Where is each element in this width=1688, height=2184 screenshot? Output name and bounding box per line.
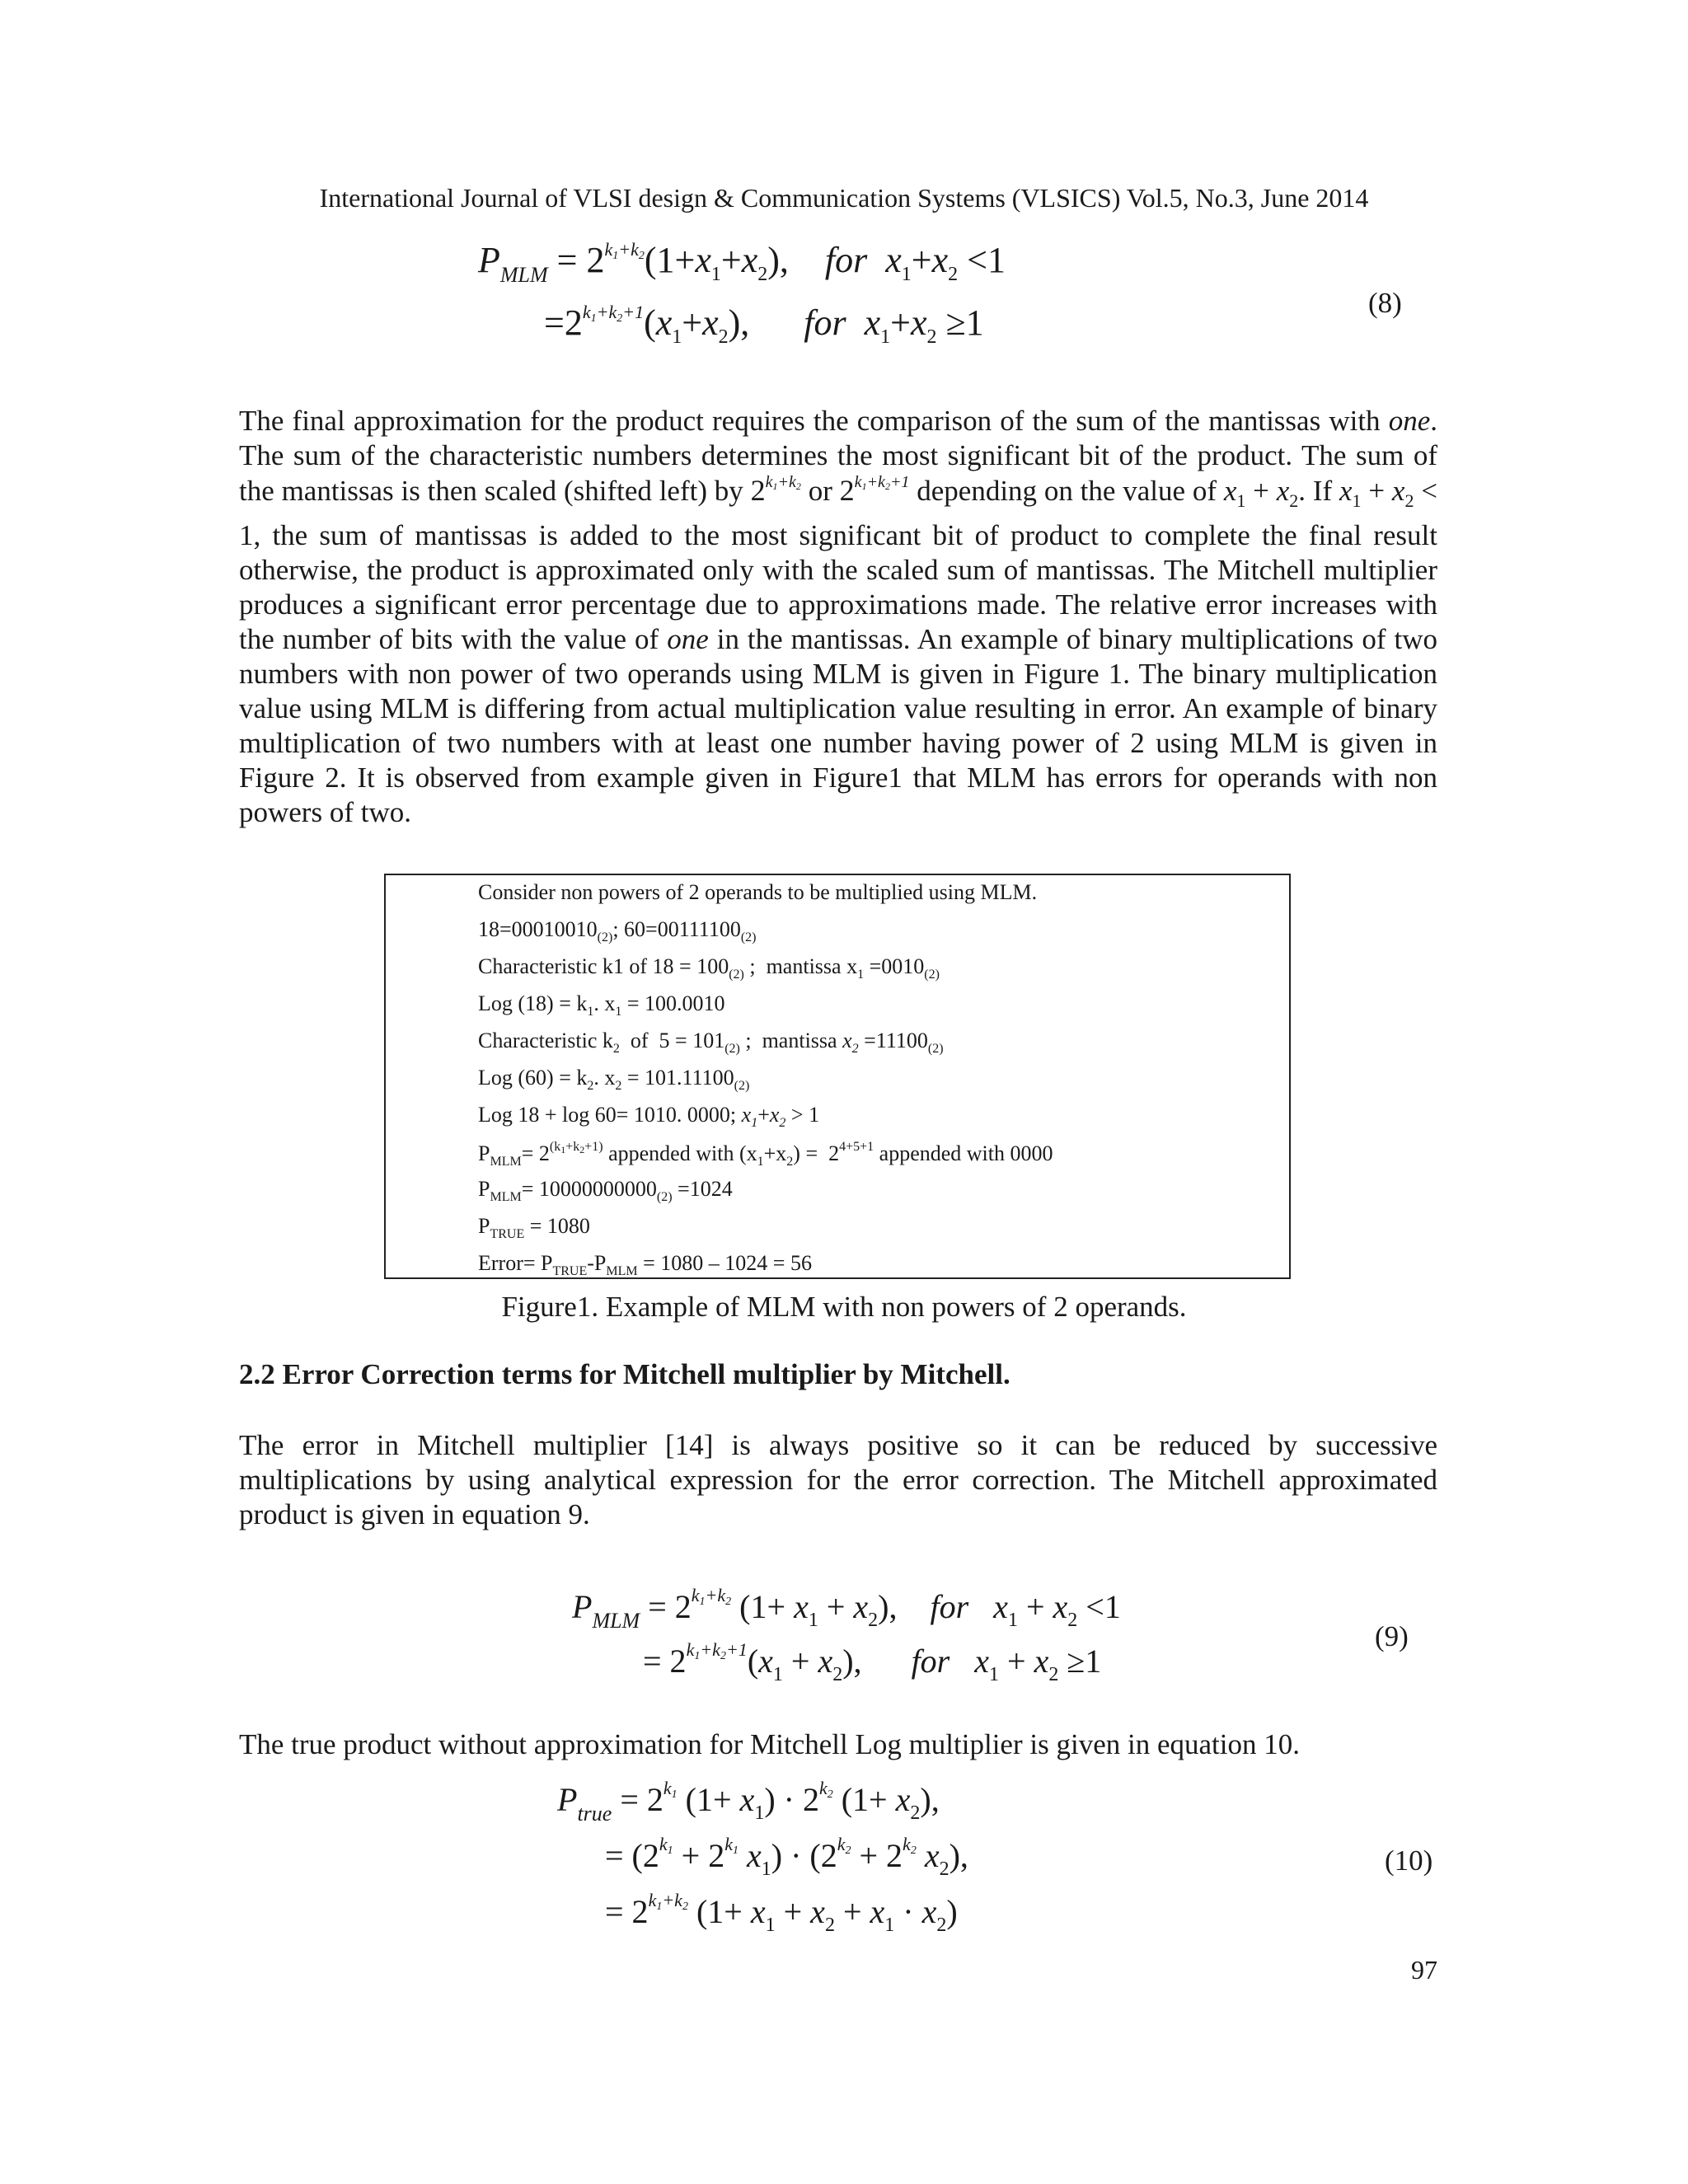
figure-1-line-7: Log 18 + log 60= 1010. 0000; $x_1+x_2 > 1$ — [478, 1103, 820, 1130]
equation-8-number: (8) — [1368, 287, 1402, 319]
figure-1-line-6: Log $(60) = k_2$. $x_2 = 101.11100_{(2)}$ — [478, 1066, 750, 1093]
section-heading-2-2: 2.2 Error Correction terms for Mitchell multiplier by Mitchell. — [239, 1358, 1010, 1390]
figure-1-line-3: Characteristic k1 of $18 = 100_{(2)}$ ; mantissa $x_1 =0010_{(2)}$ — [478, 954, 940, 982]
figure-1-line-10: $P_{TRUE} = 1080$ — [478, 1214, 590, 1241]
page-number: 97 — [1411, 1955, 1437, 1985]
figure-1-box — [384, 874, 1291, 1279]
figure-1-line-4: Log $(18) = k_1$. $x_1 = 100.0010$ — [478, 991, 725, 1019]
paragraph-error-correction: The error in Mitchell multiplier [14] is always positive so it can be reduced by successive multiplications by using analytical expression for the error correction. The Mitchell approximated product is given in equation 9. — [239, 1429, 1437, 1530]
figure-1-line-2: $18=00010010_{(2)}$; $60=00111100_{(2)}$ — [478, 917, 757, 944]
figure-1-caption: Figure1. Example of MLM with non powers of 2 operands. — [501, 1291, 1187, 1323]
equation-10-line-2: = ($2^{k_1} + 2^{k_1}$ $x_1) \cdot (2^{k_2} + 2^{k_2}$ $x_2$), — [605, 1834, 968, 1880]
equation-9-line-1: $P_{MLM} = 2^{k_1+k_2}$ $(1+ x_1 + x_2)$, for $x_1 + x_2 <1$ — [572, 1585, 1121, 1633]
figure-1-line-9: $P_{MLM}= 10000000000_{(2)} =1024$ — [478, 1177, 733, 1204]
paragraph-true-product: The true product without approximation for Mitchell Log multiplier is given in equation 10. — [239, 1728, 1300, 1760]
equation-10-number: (10) — [1385, 1844, 1433, 1877]
equation-10-line-1: $P_{true} = 2^{k_1}$ $(1+ x_1) \cdot 2^{k_2}$ $(1+ x_2)$, — [557, 1778, 940, 1825]
equation-9-line-2: = $2^{k_1+k_2+1}(x_1 + x_2)$, for $x_1 + x_2 \ge 1$ — [643, 1639, 1102, 1685]
figure-1-line-11: Error= $P_{TRUE}-P_{MLM} = 1080 - 1024 = 56$ — [478, 1251, 812, 1278]
equation-10-line-3: = $2^{k_1+k_2}$ $(1+ x_1 + x_2 + x_1 \cdot x_2)$ — [605, 1890, 958, 1936]
equation-8-line-2: $=2^{k_1+k_2+1}(x_1+x_2)$, for $x_1+x_2 \ge 1$ — [544, 302, 984, 348]
paragraph-mitchell-approximation: The final approximation for the product requires the comparison of the sum of the mantissas with one. The sum of the characteristic numbers determines the most significant bit of the product. The sum of the mantissas is then scaled (shifted left) by $2^{k_1+k_2}$ or $2^{k_1+k_2+1}$ depending on the value of $x_1 + x_2$. If $x_1 + x_2 < 1$, the sum of mantissas is added to the most significant bit of product to complete the final result otherwise, the product is approximated only with the scaled sum of mantissas. The Mitchell multiplier produces a significant error percentage due to approximations made. The relative error increases with the number of bits with the value of one in the mantissas. An example of binary multiplications of two numbers with non power of two operands using MLM is given in Figure 1. The binary multiplication value using MLM is differing from actual multiplication value resulting in error. An example of binary multiplication of two numbers with at least one number having power of 2 using MLM is given in Figure 2. It is observed from example given in Figure1 that MLM has errors for operands with non powers of two. — [239, 405, 1437, 828]
figure-1-line-8: $P_{MLM}= 2^{(k_1+k_2+1)}$ appended with $(x_1+x_2) = 2^{4+5+1}$ appended with 0000 — [478, 1140, 1053, 1169]
equation-8-line-1: $P_{MLM} = 2^{k_1+k_2}(1+x_1+x_2)$, for $x_1+x_2 <1$ — [478, 239, 1006, 287]
figure-1-line-5: Characteristic $k_2$ of $5 = 101_{(2)}$ ; mantissa $x_2 =11100_{(2)}$ — [478, 1029, 944, 1056]
figure-1-line-1: Consider non powers of 2 operands to be multiplied using MLM. — [478, 880, 1038, 904]
equation-9-number: (9) — [1375, 1620, 1409, 1652]
journal-header: International Journal of VLSI design & Communication Systems (VLSICS) Vol.5, No.3, June 2014 — [319, 183, 1369, 213]
